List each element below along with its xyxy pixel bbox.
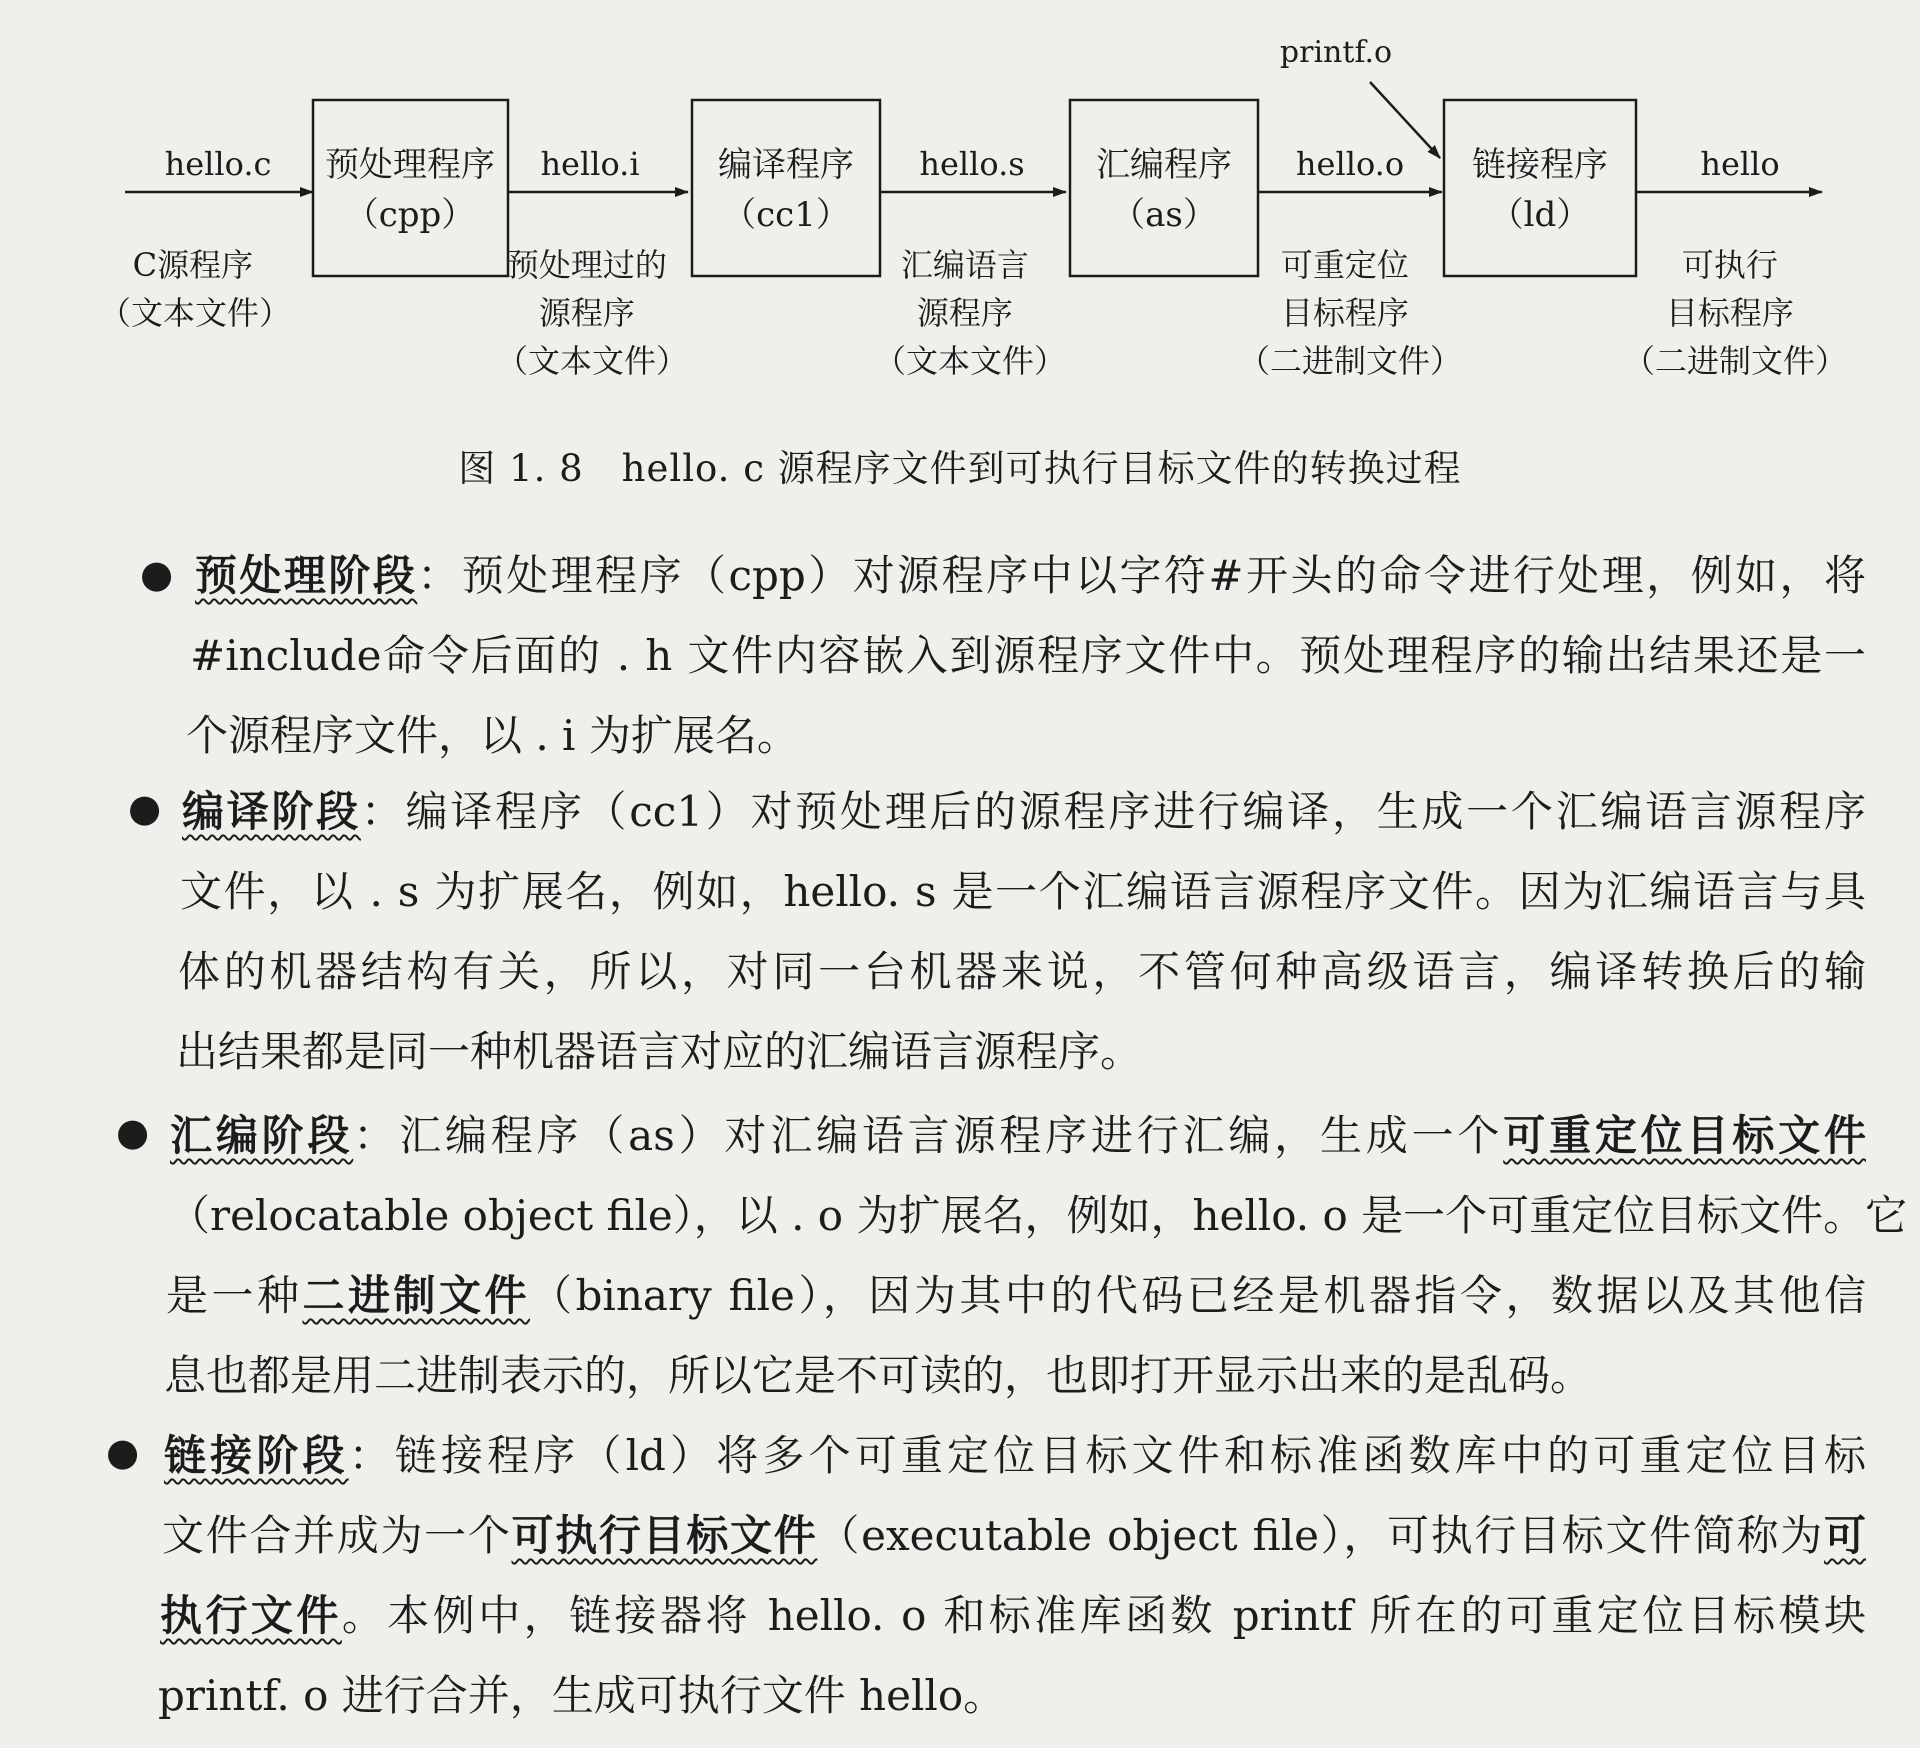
- label-printf-o: printf.o: [1279, 35, 1393, 70]
- text-line: [186, 706, 1866, 766]
- box-compiler-name: 编译程序: [718, 145, 854, 185]
- line-text: printf. o 进行合并，生成可执行文件 hello。: [158, 1671, 1006, 1720]
- box-linker-tool: （ld）: [1489, 195, 1591, 235]
- term-executable-object-file: 可执行目标文件: [511, 1511, 818, 1560]
- box-preprocessor-name: 预处理程序: [325, 145, 495, 185]
- stage-title: 汇编阶段: [170, 1111, 354, 1160]
- text-line: [170, 1106, 1866, 1166]
- box-assembler: [1070, 100, 1258, 276]
- line-text: ：编译程序（cc1）对预处理后的源程序进行编译，生成一个汇编语言源程序: [360, 787, 1866, 836]
- text-line: [180, 862, 1866, 922]
- bullet-dot: ●: [140, 552, 174, 596]
- desc-source: C源程序 （文本文件）: [98, 246, 292, 332]
- text-line: [166, 1266, 1866, 1326]
- box-compiler-tool: （cc1）: [722, 195, 850, 235]
- desc-assembly: 汇编语言 源程序 （文本文件）: [873, 246, 1067, 380]
- line-text: （executable object file），可执行目标文件简称为: [817, 1511, 1824, 1560]
- label-hello-i: hello.i: [540, 145, 640, 183]
- box-assembler-tool: （as）: [1111, 195, 1217, 235]
- box-linker-name: 链接程序: [1472, 145, 1608, 185]
- bullet-dot: ●: [128, 786, 162, 830]
- desc-executable: 可执行 目标程序 （二进制文件）: [1622, 246, 1848, 380]
- box-compiler: [692, 100, 880, 276]
- term-binary-file: 二进制文件: [302, 1271, 531, 1320]
- line-text: （relocatable object file），以 . o 为扩展名，例如，hello. o 是一个可重定位目标文件。它: [168, 1191, 1908, 1240]
- bullet-dot: ●: [116, 1110, 150, 1154]
- line-text: #include命令后面的 . h 文件内容嵌入到源程序文件中。预处理程序的输出结果还是一: [190, 631, 1866, 680]
- term-executable-file-start: 可: [1823, 1511, 1866, 1560]
- desc-preprocessed: 预处理过的 源程序 （文本文件）: [495, 246, 689, 380]
- line-text: ：预处理程序（cpp）对源程序中以字符#开头的命令进行处理，例如，将: [417, 551, 1866, 600]
- line-text: ：链接程序（ld）将多个可重定位目标文件和标准函数库中的可重定位目标: [348, 1431, 1866, 1480]
- box-preprocessor: [313, 100, 508, 276]
- term-relocatable-object-file: 可重定位目标文件: [1503, 1111, 1866, 1160]
- stage-title: 链接阶段: [164, 1431, 349, 1480]
- stage-title: 预处理阶段: [195, 551, 418, 600]
- text-line: [182, 782, 1866, 842]
- line-text: 息也都是用二进制表示的，所以它是不可读的，也即打开显示出来的是乱码。: [164, 1351, 1593, 1400]
- box-linker: [1444, 100, 1636, 276]
- term-executable-file-end: 执行文件: [160, 1591, 342, 1640]
- label-hello: hello: [1700, 145, 1780, 183]
- box-preprocessor-tool: （cpp）: [344, 195, 476, 235]
- stage-title: 编译阶段: [182, 787, 361, 836]
- compilation-flow-diagram: [0, 0, 1920, 420]
- text-line: [164, 1346, 1866, 1406]
- desc-relocatable: 可重定位 目标程序 （二进制文件）: [1237, 246, 1463, 380]
- line-text: （binary file），因为其中的代码已经是机器指令，数据以及其他信: [530, 1271, 1866, 1320]
- line-text: ：汇编程序（as）对汇编语言源程序进行汇编，生成一个: [353, 1111, 1504, 1160]
- text-line: [195, 546, 1866, 606]
- line-text: 。本例中，链接器将 hello. o 和标准库函数 printf 所在的可重定位目标模块: [341, 1591, 1866, 1640]
- text-line: [190, 626, 1866, 686]
- text-line: [160, 1586, 1866, 1646]
- line-text: 文件合并成为一个: [162, 1511, 512, 1560]
- line-text: 出结果都是同一种机器语言对应的汇编语言源程序。: [176, 1027, 1143, 1076]
- text-line: [162, 1506, 1866, 1566]
- figure-caption: 图 1. 8 hello. c 源程序文件到可执行目标文件的转换过程: [458, 447, 1462, 490]
- label-hello-o: hello.o: [1295, 145, 1405, 183]
- label-hello-c: hello.c: [164, 145, 272, 183]
- line-text: 是一种: [166, 1271, 303, 1320]
- text-line: [168, 1186, 1908, 1246]
- label-hello-s: hello.s: [919, 145, 1025, 183]
- text-line: [178, 942, 1866, 1002]
- line-text: 个源程序文件，以 . i 为扩展名。: [186, 711, 799, 760]
- text-line: [164, 1426, 1866, 1486]
- text-line: [158, 1666, 1866, 1726]
- box-assembler-name: 汇编程序: [1096, 145, 1232, 185]
- line-text: 文件，以 . s 为扩展名，例如，hello. s 是一个汇编语言源程序文件。因为汇编语言与具: [180, 867, 1866, 916]
- text-line: [176, 1022, 1866, 1082]
- bullet-dot: ●: [106, 1430, 140, 1474]
- line-text: 体的机器结构有关，所以，对同一台机器来说，不管何种高级语言，编译转换后的输: [178, 947, 1866, 996]
